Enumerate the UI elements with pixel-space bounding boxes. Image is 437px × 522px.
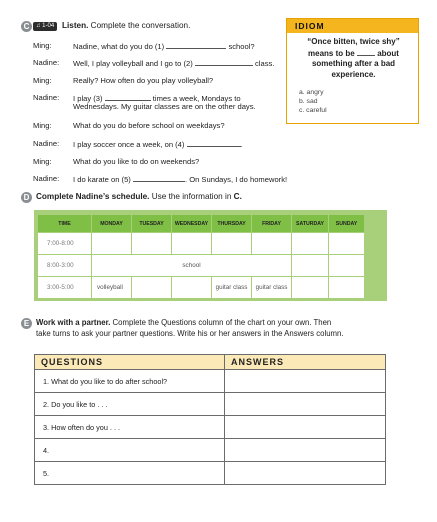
schedule-cell[interactable] (292, 277, 329, 299)
dialogue-line-continued: Wednesdays. My guitar classes are on the other days. (73, 102, 256, 111)
question-cell[interactable]: 4. (35, 439, 225, 462)
schedule-header: THURSDAY (212, 215, 252, 233)
schedule-header: TIME (38, 215, 92, 233)
dialogue-text: times a week, Mondays to (152, 94, 241, 103)
dialogue-text: I play (3) (73, 94, 103, 103)
schedule-cell[interactable] (329, 255, 365, 277)
section-d-instruction (36, 192, 242, 201)
idiom-line: experience. (331, 69, 376, 79)
dialogue-speaker: Nadine: (33, 58, 60, 67)
question-cell[interactable]: 1. What do you like to do after school? (35, 370, 225, 393)
schedule-header: WEDNESDAY (172, 215, 212, 233)
schedule-cell[interactable] (92, 255, 132, 277)
dialogue-speaker: Ming: (33, 41, 52, 50)
qa-row (35, 439, 386, 462)
dialogue-line: What do you like to do on weekends? (73, 157, 200, 166)
section-c-instruction-bold: Listen. (62, 21, 89, 30)
idiom-question (287, 37, 420, 80)
schedule-cell[interactable] (172, 233, 212, 255)
qa-header-row (35, 355, 386, 370)
schedule-cell[interactable]: guitar class (212, 277, 252, 299)
dialogue-text: I play soccer once a week, on (4) (73, 140, 185, 149)
answer-blank-3[interactable] (105, 93, 151, 101)
schedule-cell[interactable] (132, 277, 172, 299)
schedule-header: SATURDAY (292, 215, 329, 233)
dialogue-line (73, 41, 255, 51)
section-c-instruction-text: Complete the conversation. (90, 21, 191, 30)
dialogue-text: . On Sundays, I do homework! (184, 175, 288, 184)
dialogue-speaker: Nadine: (33, 93, 60, 102)
schedule-header: TUESDAY (132, 215, 172, 233)
schedule-cell[interactable]: school (172, 255, 212, 277)
dialogue-text: Nadine, what do you do (1) (73, 42, 165, 51)
idiom-text: about (377, 48, 399, 58)
questions-header: QUESTIONS (35, 355, 225, 370)
section-e-badge: E (21, 318, 32, 329)
schedule-cell[interactable] (212, 255, 252, 277)
dialogue-text: I do karate on (5) (73, 175, 131, 184)
dialogue-text: class. (254, 59, 275, 68)
idiom-option-c[interactable]: c. careful (299, 107, 327, 114)
section-d-instruction-text: Use the information in (151, 192, 232, 201)
questions-answers-table (34, 354, 386, 485)
schedule-time: 7:00-8:00 (38, 233, 92, 255)
answers-header: ANSWERS (225, 355, 386, 370)
answer-cell[interactable] (225, 416, 386, 439)
idiom-box (286, 18, 419, 124)
question-cell[interactable]: 2. Do you like to . . . (35, 393, 225, 416)
section-c-instruction (62, 21, 190, 30)
section-c-badge: C (21, 21, 32, 32)
dialogue-speaker: Ming: (33, 157, 52, 166)
answer-blank-4[interactable] (187, 139, 241, 147)
dialogue-speaker: Ming: (33, 76, 52, 85)
schedule-cell[interactable]: guitar class (252, 277, 292, 299)
dialogue-text: Well, I play volleyball and I go to (2) (73, 59, 193, 68)
idiom-line (287, 48, 420, 60)
answer-cell[interactable] (225, 370, 386, 393)
schedule-cell[interactable] (252, 233, 292, 255)
answer-cell[interactable] (225, 439, 386, 462)
idiom-option-a[interactable]: a. angry (299, 89, 324, 96)
schedule-cell[interactable] (329, 277, 365, 299)
schedule-cell[interactable]: volleyball (92, 277, 132, 299)
schedule-header: MONDAY (92, 215, 132, 233)
qa-row (35, 462, 386, 485)
section-d-instruction-bold: Complete Nadine’s schedule. (36, 192, 150, 201)
dialogue-line (73, 174, 287, 184)
schedule-cell[interactable] (132, 233, 172, 255)
schedule-cell[interactable] (329, 233, 365, 255)
qa-row (35, 393, 386, 416)
audio-track-number: 1-04 (42, 23, 55, 29)
idiom-header: IDIOM (287, 19, 418, 33)
dialogue-line: What do you do before school on weekdays? (73, 121, 225, 130)
answer-cell[interactable] (225, 393, 386, 416)
question-cell[interactable]: 5. (35, 462, 225, 485)
schedule-frame (34, 210, 387, 301)
section-d-reference: C. (233, 192, 242, 201)
dialogue-line (73, 139, 243, 149)
schedule-header-row (38, 215, 365, 233)
schedule-row (38, 233, 365, 255)
section-e-instruction (36, 318, 331, 327)
schedule-cell[interactable] (292, 255, 329, 277)
idiom-text: means to be (308, 48, 355, 58)
audio-track-badge[interactable] (33, 22, 57, 31)
answer-blank-1[interactable] (166, 41, 226, 49)
section-e-instruction-bold: Work with a partner. (36, 318, 111, 327)
qa-row (35, 416, 386, 439)
section-e-instruction-text: Complete the Questions column of the chart on your own. Then (112, 318, 332, 327)
question-cell[interactable]: 3. How often do you . . . (35, 416, 225, 439)
schedule-row (38, 277, 365, 299)
section-d-badge: D (21, 192, 32, 203)
idiom-option-b[interactable]: b. sad (299, 98, 318, 105)
idiom-line: “Once bitten, twice shy” (307, 37, 400, 46)
idiom-line: something after a bad (311, 59, 396, 68)
idiom-answer-blank[interactable] (357, 48, 375, 56)
schedule-header: SUNDAY (329, 215, 365, 233)
schedule-cell[interactable] (132, 255, 172, 277)
schedule-time: 8:00-3:00 (38, 255, 92, 277)
dialogue-text: school? (228, 42, 255, 51)
dialogue-speaker: Nadine: (33, 174, 60, 183)
dialogue-speaker: Nadine: (33, 139, 60, 148)
schedule-table (37, 214, 365, 299)
dialogue-line (73, 58, 274, 68)
schedule-cell[interactable] (212, 233, 252, 255)
dialogue-line: Really? How often do you play volleyball? (73, 76, 214, 85)
schedule-cell[interactable] (252, 255, 292, 277)
qa-row (35, 370, 386, 393)
schedule-cell[interactable] (292, 233, 329, 255)
section-e-instruction-line2: take turns to ask your partner questions. Write his or her answers in the Answers column. (36, 329, 344, 338)
answer-blank-2[interactable] (195, 58, 253, 66)
schedule-header: FRIDAY (252, 215, 292, 233)
schedule-cell[interactable] (172, 277, 212, 299)
dialogue-text: . (240, 140, 243, 149)
schedule-time: 3:00-5:00 (38, 277, 92, 299)
answer-cell[interactable] (225, 462, 386, 485)
schedule-cell[interactable] (92, 233, 132, 255)
schedule-row (38, 255, 365, 277)
audio-icon: ♫ (36, 23, 41, 29)
dialogue-speaker: Ming: (33, 121, 52, 130)
answer-blank-5[interactable] (133, 174, 185, 182)
